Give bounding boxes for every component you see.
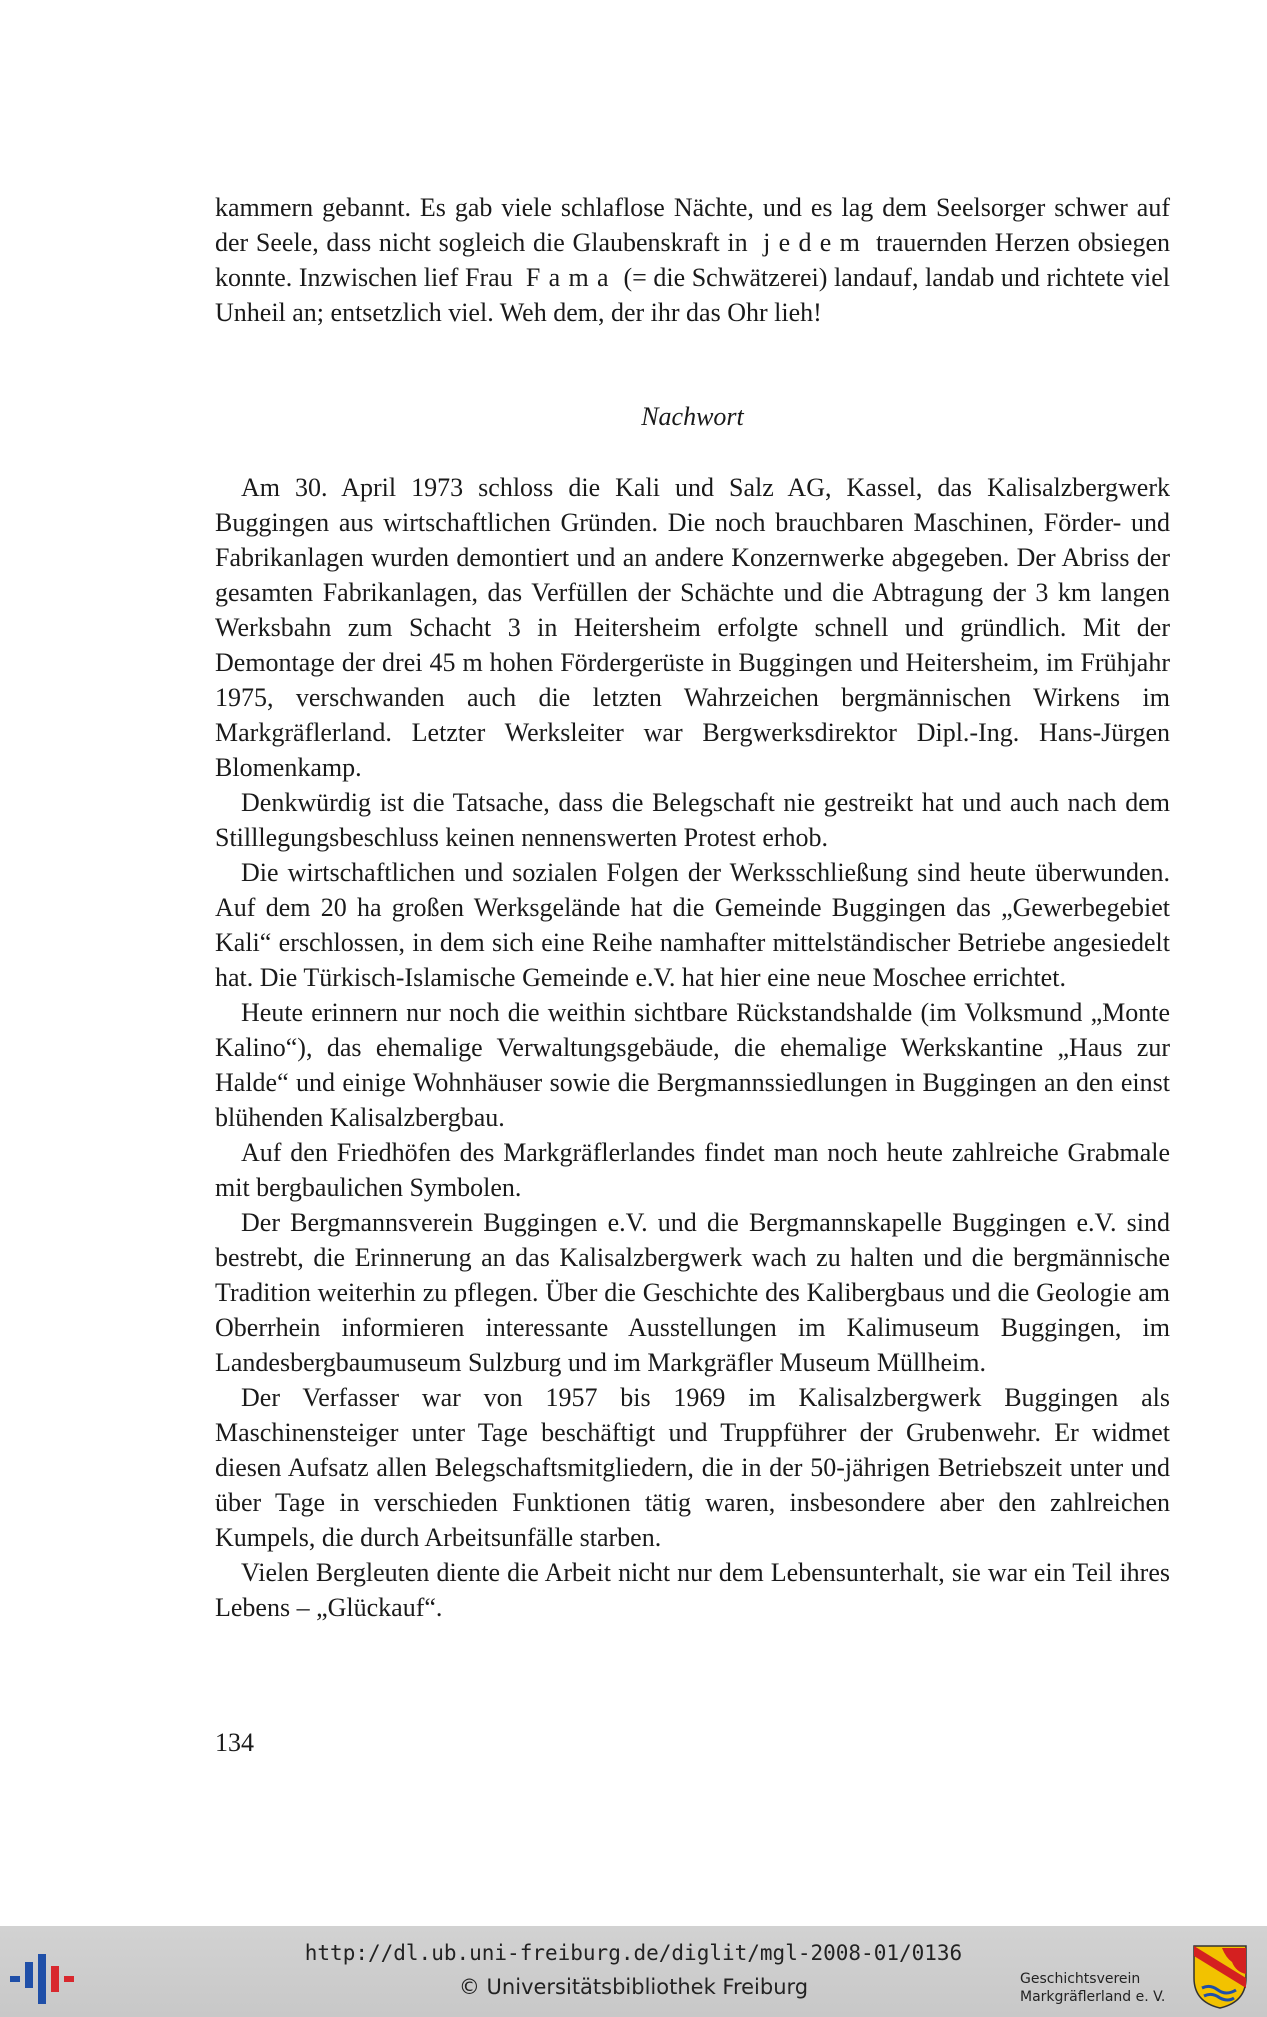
coat-of-arms-icon[interactable]	[1192, 1944, 1248, 2010]
paragraph: Der Bergmannsverein Buggingen e.V. und die Bergmannskapelle Buggingen e.V. sind bestrebt, die Erinnerung an das Kalisalzbergwerk wach zu halten und die bergmännische Tradition weiterhin zu pflegen. Über die Geschichte des Kalibergbaus und die Geologie am Oberrhein informieren interessante Ausstellungen im Kalimuseum Buggingen, im Landesbergbaumuseum Sulzburg und im Markgräfler Museum Müllheim.	[215, 1208, 1170, 1377]
society-line-2: Markgräflerland e. V.	[1020, 1989, 1166, 2005]
intro-text-part-1: kammern gebannt. Es gab viele schlaflose Nächte, und es lag dem Seelsorger schwer auf der Seele, dass nicht sogleich die Glaubenskraft in	[215, 193, 1170, 257]
body-text	[215, 470, 1170, 1625]
paragraph: Am 30. April 1973 schloss die Kali und Salz AG, Kassel, das Kalisalzbergwerk Buggingen aus wirtschaftlichen Gründen. Die noch brauchbaren Maschinen, Förder- und Fabrikanlagen wurden demontiert und an andere Konzernwerke abgegeben. Der Abriss der gesamten Fabrikanlagen, das Verfüllen der Schächte und die Abtragung der 3 km langen Werksbahn zum Schacht 3 in Heitersheim erfolgte schnell und gründlich. Mit der Demontage der drei 45 m hohen Fördergerüste in Buggingen und Heitersheim, im Frühjahr 1975, verschwanden auch die letzten Wahrzeichen bergmännischen Wirkens im Markgräflerland. Letzter Werksleiter war Bergwerksdirektor Dipl.-Ing. Hans-Jürgen Blomenkamp.	[215, 473, 1170, 782]
section-heading: Nachwort	[641, 402, 744, 431]
intro-paragraph	[215, 190, 1170, 330]
paragraph: Heute erinnern nur noch die weithin sichtbare Rückstandshalde (im Volksmund „Monte Kalino“), das ehemalige Verwaltungsgebäude, die ehemalige Werkskantine „Haus zur Halde“ und einige Wohnhäuser sowie die Bergmannssiedlungen in Buggingen an den einst blühenden Kalisalzbergbau.	[215, 998, 1170, 1132]
footer-bar	[0, 1926, 1267, 2017]
society-line-1: Geschichtsverein	[1020, 1971, 1141, 1987]
emphasis-fama: Fama	[525, 263, 617, 292]
intro-text-part-3: (= die Schwätzerei) landauf, landab und richtete viel Unheil an; entsetzlich viel. Weh dem, der ihr das Ohr lieh!	[215, 263, 1171, 327]
intro-text-part-2: trauernden Herzen obsiegen konnte. Inzwischen lief Frau	[215, 228, 1170, 292]
page-number: 134	[215, 1728, 254, 1757]
paragraph: Vielen Bergleuten diente die Arbeit nicht nur dem Lebensunterhalt, sie war ein Teil ihres Lebens – „Glückauf“.	[215, 1558, 1170, 1622]
paragraph: Auf den Friedhöfen des Markgräflerlandes findet man noch heute zahlreiche Grabmale mit bergbaulichen Symbolen.	[215, 1138, 1170, 1202]
intro-text	[215, 190, 1170, 330]
footer-copyright: © Universitätsbibliothek Freiburg	[458, 1975, 809, 1999]
paragraph: Die wirtschaftlichen und sozialen Folgen der Werksschließung sind heute überwunden. Auf dem 20 ha großen Werksgelände hat die Gemeinde Buggingen das „Gewerbegebiet Kali“ erschlossen, in dem sich eine Reihe namhafter mittelständischer Betriebe angesiedelt hat. Die Türkisch-Islamische Gemeinde e.V. hat hier eine neue Moschee errichtet.	[215, 858, 1170, 992]
footer-url-link[interactable]: http://dl.ub.uni-freiburg.de/diglit/mgl-2008-01/0136	[304, 1941, 963, 1965]
society-name	[1020, 1970, 1165, 2006]
paragraph: Der Verfasser war von 1957 bis 1969 im Kalisalzbergwerk Buggingen als Maschinensteiger unter Tage beschäftigt und Truppführer der Grubenwehr. Er widmet diesen Aufsatz allen Belegschaftsmitgliedern, die in der 50-jährigen Betriebszeit unter und über Tage in verschieden Funktionen tätig waren, insbesondere aber den zahlreichen Kumpels, die durch Arbeitsunfälle starben.	[215, 1383, 1170, 1552]
paragraph: Denkwürdig ist die Tatsache, dass die Belegschaft nie gestreikt hat und auch nach dem Stilllegungsbeschluss keinen nennenswerten Protest erhob.	[215, 788, 1170, 852]
emphasis-jedem: jedem	[763, 228, 869, 257]
